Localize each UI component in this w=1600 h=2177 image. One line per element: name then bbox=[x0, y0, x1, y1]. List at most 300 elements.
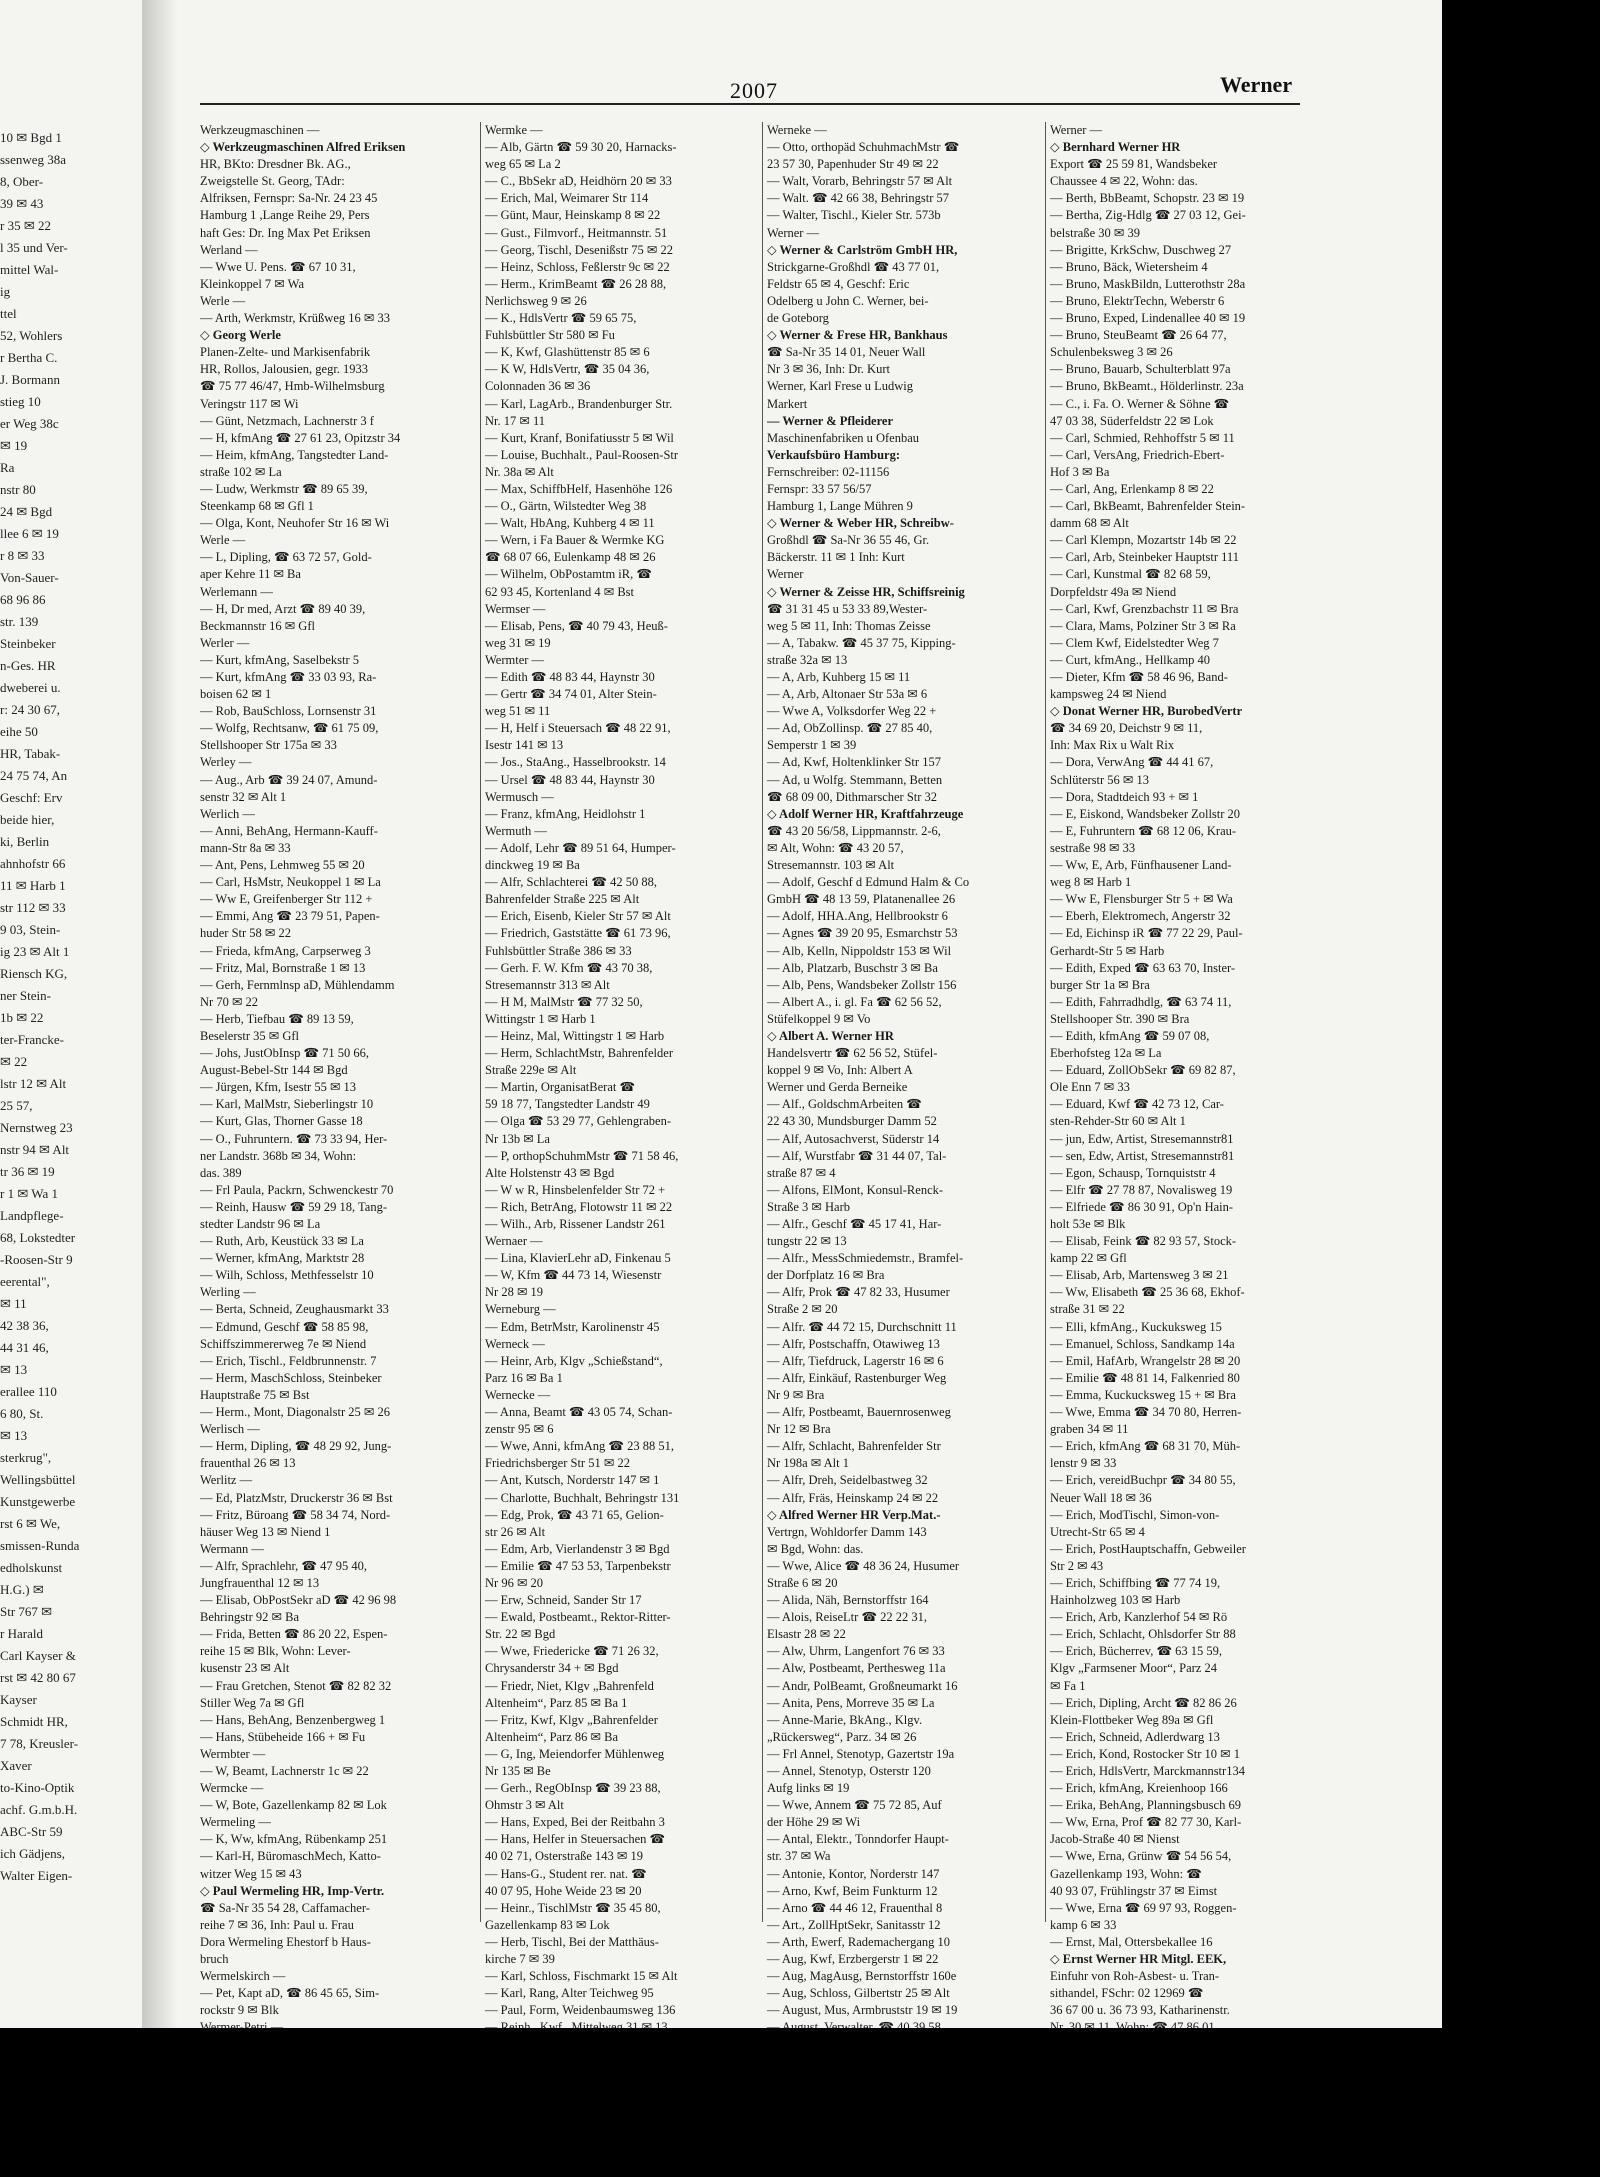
directory-entry-line: Fernspr: 33 57 56/57 bbox=[767, 481, 872, 496]
directory-entry-line: — P, orthopSchuhmMstr ☎ 71 58 46, bbox=[485, 1148, 679, 1163]
binding-gutter-shadow bbox=[142, 0, 178, 2028]
directory-entry-line: — Alfr, Postschaffn, Otawiweg 13 bbox=[767, 1336, 940, 1351]
directory-entry-line: tungstr 22 ✉ 13 bbox=[767, 1234, 847, 1249]
directory-entry-line: Stresemannstr. 103 ✉ Alt bbox=[767, 858, 895, 873]
directory-entry-line: — Erich, Bücherrev, ☎ 63 15 59, bbox=[1050, 1644, 1223, 1659]
directory-entry-line: — Frl Paula, Packrn, Schwenckestr 70 bbox=[200, 1182, 394, 1197]
directory-entry-line: — O., Gärtn, Wilstedter Weg 38 bbox=[485, 499, 647, 514]
directory-entry-line: — Heinz, Schloss, Feßlerstr 9c ✉ 22 bbox=[485, 259, 670, 274]
directory-entry-line: — Frau Gretchen, Stenot ☎ 82 82 32 bbox=[200, 1678, 392, 1693]
directory-entry-line: Werlemann — bbox=[200, 584, 273, 599]
directory-entry-line: Str. 22 ✉ Bgd bbox=[485, 1627, 556, 1642]
directory-entry-line: Utrecht-Str 65 ✉ 4 bbox=[1050, 1524, 1145, 1539]
facing-page-text-line: smissen-Runda bbox=[0, 1538, 80, 1553]
directory-entry-line: kirche 7 ✉ 39 bbox=[485, 1952, 555, 1967]
directory-entry-line: Schlüterstr 56 ✉ 13 bbox=[1050, 772, 1150, 787]
directory-entry-line: — Edith ☎ 48 83 44, Haynstr 30 bbox=[485, 670, 655, 684]
directory-entry-line: Altenheim“, Parz 85 ✉ Ba 1 bbox=[485, 1695, 628, 1710]
directory-entry-line: — Alfr, Tiefdruck, Lagerstr 16 ✉ 6 bbox=[767, 1353, 944, 1368]
directory-entry-line: — Wwe, Erna, Grünw ☎ 54 56 54, bbox=[1050, 1849, 1232, 1864]
facing-page-text-line: Carl Kayser & bbox=[0, 1648, 76, 1663]
facing-page-text-line: r 8 ✉ 33 bbox=[0, 548, 45, 563]
directory-entry-line: 36 67 00 u. 36 73 93, Katharinenstr. bbox=[1050, 2003, 1230, 2018]
directory-entry-line: — Ww, Erna, Prof ☎ 82 77 30, Karl- bbox=[1050, 1815, 1242, 1830]
directory-entry-line: ☎ 75 77 46/47, Hmb-Wilhelmsburg bbox=[200, 379, 385, 394]
facing-page-text-line: rst 6 ✉ We, bbox=[0, 1516, 61, 1531]
directory-entry-line: GmbH ☎ 48 13 59, Platanenallee 26 bbox=[767, 892, 956, 907]
directory-entry-line: — Carl, Arb, Steinbeker Hauptstr 111 bbox=[1050, 550, 1239, 565]
directory-entry-line: — Elisab, Feink ☎ 82 93 57, Stock- bbox=[1050, 1234, 1237, 1249]
directory-entry-line: graben 34 ✉ 11 bbox=[1050, 1422, 1129, 1437]
directory-entry-line: Vertrgn, Wohldorfer Damm 143 bbox=[767, 1524, 927, 1539]
directory-entry-line: Wermter — bbox=[485, 652, 545, 667]
directory-entry-line: — Elfr ☎ 27 78 87, Novalisweg 19 bbox=[1050, 1182, 1233, 1197]
directory-entry-line: — Aug., Arb ☎ 39 24 07, Amund- bbox=[200, 772, 378, 787]
directory-entry-line: Alfriksen, Fernspr: Sa-Nr. 24 23 45 bbox=[200, 191, 378, 206]
directory-entry-line: rockstr 9 ✉ Blk bbox=[200, 2003, 279, 2018]
directory-entry-line: — Bruno, ElektrTechn, Weberstr 6 bbox=[1050, 293, 1225, 308]
facing-page-text-line: lstr 12 ✉ Alt bbox=[0, 1076, 67, 1091]
directory-entry-line: kampsweg 24 ✉ Niend bbox=[1050, 687, 1167, 702]
directory-entry-line: — jun, Edw, Artist, Stresemannstr81 bbox=[1050, 1131, 1234, 1146]
directory-entry-line: — Ewald, Postbeamt., Rektor-Ritter- bbox=[485, 1610, 671, 1625]
directory-entry-line: weg 5 ✉ 11, Inh: Thomas Zeisse bbox=[767, 618, 931, 633]
facing-page-text-line: Steinbeker bbox=[0, 636, 56, 651]
directory-entry-line: ☎ 68 09 00, Dithmarscher Str 32 bbox=[767, 789, 938, 804]
facing-page-text-line: HR, Tabak- bbox=[0, 746, 61, 761]
directory-column-1 bbox=[200, 122, 472, 2018]
directory-entry-line: Werner, Karl Frese u Ludwig bbox=[767, 379, 914, 394]
directory-entry-line: das. 389 bbox=[200, 1165, 242, 1180]
directory-entry-line: — August, Mus, Armbruststr 19 ✉ 19 bbox=[767, 2003, 958, 2018]
directory-entry-line: ◇ Adolf Werner HR, Kraftfahrzeuge bbox=[767, 806, 964, 821]
directory-entry-line: — Carl, Schmied, Rehhoffstr 5 ✉ 11 bbox=[1050, 430, 1235, 445]
directory-entry-line: ✉ Alt, Wohn: ☎ 43 20 57, bbox=[767, 840, 904, 855]
directory-entry-line: reihe 7 ✉ 36, Inh: Paul u. Frau bbox=[200, 1917, 354, 1932]
facing-page-text-line: 10 ✉ Bgd 1 bbox=[0, 130, 62, 145]
directory-entry-line: — Art., ZollHptSekr, Sanitasstr 12 bbox=[767, 1917, 941, 1932]
directory-entry-line: — Erich, ModTischl, Simon-von- bbox=[1050, 1507, 1220, 1522]
directory-entry-line: — Walt. ☎ 42 66 38, Behringstr 57 bbox=[767, 191, 950, 206]
directory-entry-line: Nr 9 ✉ Bra bbox=[767, 1387, 825, 1402]
directory-entry-line: sestraße 98 ✉ 33 bbox=[1050, 840, 1136, 855]
directory-entry-line: ☎ 43 20 56/58, Lippmannstr. 2-6, bbox=[767, 823, 941, 838]
directory-entry-line: — Wwe, Friedericke ☎ 71 26 32, bbox=[485, 1644, 659, 1659]
facing-page-text-line: 9 03, Stein- bbox=[0, 922, 61, 937]
directory-entry-line: Feldstr 65 ✉ 4, Geschf: Eric bbox=[767, 276, 910, 291]
directory-entry-line: HR, Rollos, Jalousien, gegr. 1933 bbox=[200, 362, 369, 377]
directory-entry-line: Wermke — bbox=[485, 123, 543, 137]
facing-page-text-line: r 35 ✉ 22 bbox=[0, 218, 51, 233]
directory-entry-line: — Karl, LagArb., Brandenburger Str. bbox=[485, 396, 673, 411]
directory-entry-line: kusenstr 23 ✉ Alt bbox=[200, 1661, 290, 1676]
directory-entry-line: — Carl, BkBeamt, Bahrenfelder Stein- bbox=[1050, 499, 1246, 514]
directory-entry-line: Hamburg 1, Lange Mühren 9 bbox=[767, 499, 913, 514]
directory-entry-line: — Herm., Mont, Diagonalstr 25 ✉ 26 bbox=[200, 1405, 390, 1420]
directory-entry-line: ◇ Paul Wermeling HR, Imp-Vertr. bbox=[200, 1883, 385, 1898]
directory-entry-line: „Rückersweg“, Parz. 34 ✉ 26 bbox=[767, 1729, 917, 1744]
directory-entry-line: Hamburg 1 ,Lange Reihe 29, Pers bbox=[200, 208, 370, 223]
directory-entry-line: — Walter, Tischl., Kieler Str. 573b bbox=[767, 208, 941, 223]
facing-page-text-line: r Bertha C. bbox=[0, 350, 58, 365]
directory-entry-line: Wittingstr 1 ✉ Harb 1 bbox=[485, 1011, 596, 1026]
directory-entry-line: — Eduard, ZollObSekr ☎ 69 82 87, bbox=[1050, 1063, 1236, 1078]
directory-entry-line: — Eberh, Elektromech, Angerstr 32 bbox=[1050, 909, 1231, 924]
directory-entry-line: — Alf, Wurstfabr ☎ 31 44 07, Tal- bbox=[767, 1148, 947, 1163]
directory-entry-line: — K, Ww, kfmAng, Rübenkamp 251 bbox=[200, 1832, 388, 1847]
directory-entry-line: ☎ 31 31 45 u 53 33 89,Wester- bbox=[767, 601, 928, 616]
directory-entry-line: — Kurt, Glas, Thorner Gasse 18 bbox=[200, 1114, 363, 1129]
directory-entry-line: 59 18 77, Tangstedter Landstr 49 bbox=[485, 1097, 650, 1112]
directory-entry-line: — Jürgen, Kfm, Isestr 55 ✉ 13 bbox=[200, 1080, 357, 1095]
directory-entry-line: — Fritz, Mal, Bornstraße 1 ✉ 13 bbox=[200, 960, 366, 975]
directory-entry-line: ◇ Albert A. Werner HR bbox=[767, 1028, 894, 1043]
directory-entry-line: — Pet, Kapt aD, ☎ 86 45 65, Sim- bbox=[200, 1986, 380, 2001]
facing-page-text-line: ✉ 19 bbox=[0, 438, 28, 453]
directory-entry-line: sithandel, FSchr: 02 12969 ☎ bbox=[1050, 1986, 1204, 2001]
directory-entry-line: — Ww, Elisabeth ☎ 25 36 68, Ekhof- bbox=[1050, 1285, 1245, 1300]
directory-entry-line: Straße 6 ✉ 20 bbox=[767, 1575, 838, 1590]
directory-entry-line: — Ww E, Greifenberger Str 112 + bbox=[200, 892, 373, 907]
directory-entry-line: häuser Weg 13 ✉ Niend 1 bbox=[200, 1524, 331, 1539]
directory-entry-line: — Heinz, Mal, Wittingstr 1 ✉ Harb bbox=[485, 1028, 665, 1043]
facing-page-text-line: to-Kino-Optik bbox=[0, 1780, 75, 1795]
directory-entry-line: — Carl Klempn, Mozartstr 14b ✉ 22 bbox=[1050, 533, 1237, 548]
directory-entry-line: — Emma, Kuckucksweg 15 + ✉ Bra bbox=[1050, 1387, 1236, 1402]
facing-page-text-line: Von-Sauer- bbox=[0, 570, 59, 585]
directory-entry-line: 23 57 30, Papenhuder Str 49 ✉ 22 bbox=[767, 157, 939, 172]
directory-entry-line: — Hans, Exped, Bei der Reitbahn 3 bbox=[485, 1815, 665, 1830]
directory-entry-line: — Bertha, Zig-Hdlg ☎ 27 03 12, Gei- bbox=[1050, 208, 1246, 223]
directory-entry-line: Fuhlsbüttler Straße 386 ✉ 33 bbox=[485, 943, 632, 958]
directory-entry-line: Handelsvertr ☎ 62 56 52, Stüfel- bbox=[767, 1046, 938, 1061]
facing-page-text-line: 39 ✉ 43 bbox=[0, 196, 44, 211]
directory-entry-line: — Alfr, Einkäuf, Rastenburger Weg bbox=[767, 1370, 947, 1385]
directory-entry-line: — Gerh, Fernmlnsp aD, Mühlendamm bbox=[200, 977, 395, 992]
directory-entry-line: — Berta, Schneid, Zeughausmarkt 33 bbox=[200, 1302, 389, 1317]
directory-entry-line: — Heim, kfmAng, Tangstedter Land- bbox=[200, 447, 389, 462]
directory-entry-line: Chaussee 4 ✉ 22, Wohn: das. bbox=[1050, 174, 1198, 189]
directory-entry-line: — Erich, Schneid, Adlerdwarg 13 bbox=[1050, 1729, 1220, 1744]
directory-entry-line: aper Kehre 11 ✉ Ba bbox=[200, 567, 301, 582]
directory-entry-line: Hauptstraße 75 ✉ Bst bbox=[200, 1387, 310, 1402]
directory-entry-line: — Anne-Marie, BkAng., Klgv. bbox=[767, 1712, 923, 1727]
directory-entry-line: Wermeling — bbox=[200, 1815, 271, 1830]
page-number: 2007 bbox=[730, 78, 778, 103]
facing-page-text-line: Landpflege- bbox=[0, 1208, 64, 1223]
directory-entry-line: — Curt, kfmAng., Hellkamp 40 bbox=[1050, 652, 1211, 667]
facing-page-text-line: 24 ✉ Bgd bbox=[0, 504, 53, 519]
directory-entry-line: — Hans, Helfer in Steuersachen ☎ bbox=[485, 1832, 666, 1847]
directory-entry-line: — Alfons, ElMont, Konsul-Renck- bbox=[767, 1182, 944, 1197]
directory-entry-line: — Ernst, Mal, Ottersbekallee 16 bbox=[1050, 1934, 1213, 1949]
directory-entry-line: — Alf., GoldschmArbeiten ☎ bbox=[767, 1097, 922, 1112]
directory-entry-line: — W, Bote, Gazellenkamp 82 ✉ Lok bbox=[200, 1798, 387, 1813]
facing-page-text-line: 44 31 46, bbox=[0, 1340, 49, 1355]
facing-page-text-line: Kunstgewerbe bbox=[0, 1494, 76, 1509]
directory-entry-line: str. 37 ✉ Wa bbox=[767, 1849, 831, 1864]
directory-entry-line: 40 07 95, Hohe Weide 23 ✉ 20 bbox=[485, 1883, 642, 1898]
directory-entry-line: Zweigstelle St. Georg, TAdr: bbox=[200, 174, 345, 189]
directory-entry-line: — Alfr, Dreh, Seidelbastweg 32 bbox=[767, 1473, 928, 1488]
directory-entry-line: — Alfr, Sprachlehr, ☎ 47 95 40, bbox=[200, 1558, 367, 1573]
directory-entry-line: — Charlotte, Buchhalt, Behringstr 131 bbox=[485, 1490, 680, 1505]
running-head: Werner bbox=[1220, 72, 1293, 97]
directory-entry-line: dinckweg 19 ✉ Ba bbox=[485, 858, 580, 873]
directory-entry-line: Nr 13b ✉ La bbox=[485, 1131, 550, 1146]
directory-entry-line: — Ant, Kutsch, Norderstr 147 ✉ 1 bbox=[485, 1473, 660, 1488]
directory-entry-line: — Carl, VersAng, Friedrich-Ebert- bbox=[1050, 447, 1225, 462]
directory-entry-line: Bäckerstr. 11 ✉ 1 Inh: Kurt bbox=[767, 550, 905, 565]
directory-entry-line: — Olga ☎ 53 29 77, Gehlengraben- bbox=[485, 1114, 672, 1129]
directory-entry-line: Inh: Max Rix u Walt Rix bbox=[1050, 738, 1175, 753]
directory-entry-line: — Elli, kfmAng., Kuckuksweg 15 bbox=[1050, 1319, 1222, 1334]
directory-entry-line: Nr 12 ✉ Bra bbox=[767, 1422, 831, 1437]
directory-entry-line: — Fritz, Büroang ☎ 58 34 74, Nord- bbox=[200, 1507, 391, 1522]
facing-page-text-line: 11 ✉ Harb 1 bbox=[0, 878, 66, 893]
facing-page-text-line: str 112 ✉ 33 bbox=[0, 900, 66, 915]
facing-page-text-line: ner Stein- bbox=[0, 988, 51, 1003]
facing-page-text-line: rst ✉ 42 80 67 bbox=[0, 1670, 76, 1685]
directory-entry-line: — Alois, ReiseLtr ☎ 22 22 31, bbox=[767, 1610, 928, 1625]
directory-entry-line: Maschinenfabriken u Ofenbau bbox=[767, 430, 920, 445]
directory-entry-line: — Bruno, Bäck, Wietersheim 4 bbox=[1050, 259, 1208, 274]
column-divider bbox=[762, 122, 763, 1922]
directory-entry-line: — Gerh. F. W. Kfm ☎ 43 70 38, bbox=[485, 960, 653, 975]
directory-entry-line: Klgv „Farmsener Moor“, Parz 24 bbox=[1050, 1661, 1217, 1676]
facing-page-text-line: 25 57, bbox=[0, 1098, 33, 1113]
facing-page-text-line: l 35 und Ver- bbox=[0, 240, 68, 255]
directory-entry-line: Werle — bbox=[200, 293, 246, 308]
directory-entry-line: — Albert A., i. gl. Fa ☎ 62 56 52, bbox=[767, 994, 942, 1009]
directory-entry-line: — Wilhelm, ObPostamtm iR, ☎ bbox=[485, 567, 652, 582]
directory-entry-line: — Alfr. ☎ 44 72 15, Durchschnitt 11 bbox=[767, 1319, 957, 1334]
scan-background bbox=[0, 2028, 1600, 2177]
facing-page-text-line: str. 139 bbox=[0, 614, 39, 629]
directory-entry-line: — Ursel ☎ 48 83 44, Haynstr 30 bbox=[485, 772, 655, 787]
directory-entry-line: ☎ 34 69 20, Deichstr 9 ✉ 11, bbox=[1050, 721, 1203, 736]
directory-entry-line: huder Str 58 ✉ 22 bbox=[200, 926, 292, 941]
directory-entry-line: — A, Arb, Altonaer Str 53a ✉ 6 bbox=[767, 687, 928, 702]
directory-entry-line: — Erich, kfmAng ☎ 68 31 70, Müh- bbox=[1050, 1439, 1241, 1454]
directory-entry-line: — Karl, Rang, Alter Teichweg 95 bbox=[485, 1986, 654, 2001]
directory-entry-line: burger Str 1a ✉ Bra bbox=[1050, 977, 1150, 992]
directory-entry-line: — Bruno, Bauarb, Schulterblatt 97a bbox=[1050, 362, 1231, 377]
directory-entry-line: Wermusch — bbox=[485, 789, 554, 804]
directory-entry-line: Einfuhr von Roh-Asbest- u. Tran- bbox=[1050, 1969, 1220, 1984]
directory-entry-line: Strickgarne-Großhdl ☎ 43 77 01, bbox=[767, 259, 940, 274]
directory-entry-line: Eberhofsteg 12a ✉ La bbox=[1050, 1046, 1162, 1061]
directory-entry-line: — Carl, Kwf, Grenzbachstr 11 ✉ Bra bbox=[1050, 601, 1239, 616]
directory-entry-line: Odelberg u John C. Werner, bei- bbox=[767, 293, 929, 308]
directory-entry-line: — Reinh, Hausw ☎ 59 29 18, Tang- bbox=[200, 1199, 388, 1214]
facing-page-text-line: Xaver bbox=[0, 1758, 32, 1773]
directory-entry-line: — Werner, kfmAng, Marktstr 28 bbox=[200, 1251, 365, 1266]
directory-entry-line: — H, Helf i Steuersach ☎ 48 22 91, bbox=[485, 721, 671, 736]
directory-entry-line: — Frieda, kfmAng, Carpserweg 3 bbox=[200, 943, 371, 958]
facing-page-text-line: ich Gädjens, bbox=[0, 1846, 65, 1861]
directory-entry-line: Werling — bbox=[200, 1285, 256, 1300]
directory-entry-line: Nr. 17 ✉ 11 bbox=[485, 413, 546, 428]
directory-entry-line: Jungfrauenthal 12 ✉ 13 bbox=[200, 1575, 320, 1590]
directory-entry-line: Werner und Gerda Berneike bbox=[767, 1080, 908, 1095]
directory-entry-line: Nr 28 ✉ 19 bbox=[485, 1285, 544, 1300]
directory-entry-line: Neuer Wall 18 ✉ 36 bbox=[1050, 1490, 1152, 1505]
facing-page-text-line: dweberei u. bbox=[0, 680, 61, 695]
directory-entry-line: — Alfr, Postbeamt, Bauernrosenweg bbox=[767, 1405, 951, 1420]
directory-entry-line: Schulenbeksweg 3 ✉ 26 bbox=[1050, 345, 1173, 360]
directory-entry-line: ☎ 68 07 66, Eulenkamp 48 ✉ 26 bbox=[485, 550, 656, 565]
directory-entry-line: 47 03 38, Süderfeldstr 22 ✉ Lok bbox=[1050, 413, 1214, 428]
directory-entry-line: Beselerstr 35 ✉ Gfl bbox=[200, 1028, 299, 1043]
directory-entry-line: — Günt, Maur, Heinskamp 8 ✉ 22 bbox=[485, 208, 661, 223]
directory-entry-line: ◇ Alfred Werner HR Verp.Mat.- bbox=[767, 1507, 941, 1522]
directory-entry-line: — Emmi, Ang ☎ 23 79 51, Papen- bbox=[200, 909, 380, 924]
directory-entry-line: — E, Eiskond, Wandsbeker Zollstr 20 bbox=[1050, 806, 1241, 821]
directory-entry-line: — Edmund, Geschf ☎ 58 85 98, bbox=[200, 1319, 369, 1334]
facing-page-text-line: ssenweg 38a bbox=[0, 152, 67, 167]
directory-entry-line: — Edm, Arb, Vierlandenstr 3 ✉ Bgd bbox=[485, 1541, 670, 1556]
directory-entry-line: straße 32a ✉ 13 bbox=[767, 652, 848, 667]
directory-entry-line: — Edith, Fahrradhdlg, ☎ 63 74 11, bbox=[1050, 994, 1232, 1009]
directory-entry-line: Wermann — bbox=[200, 1541, 264, 1556]
directory-entry-line: — Ww E, Flensburger Str 5 + ✉ Wa bbox=[1050, 892, 1233, 907]
directory-entry-line: — Wern, i Fa Bauer & Wermke KG bbox=[485, 533, 665, 548]
directory-entry-line: damm 68 ✉ Alt bbox=[1050, 516, 1129, 531]
directory-entry-line: — Ed, Eichinsp iR ☎ 77 22 29, Paul- bbox=[1050, 926, 1243, 941]
directory-entry-line: — Ww, E, Arb, Fünfhausener Land- bbox=[1050, 858, 1232, 873]
directory-entry-line: — L, Dipling, ☎ 63 72 57, Gold- bbox=[200, 550, 372, 565]
directory-entry-line: ◇ Donat Werner HR, BurobedVertr bbox=[1050, 704, 1243, 719]
facing-page-text-line: ✉ 13 bbox=[0, 1362, 28, 1377]
directory-entry-line: Werlich — bbox=[200, 806, 255, 821]
facing-page-text-line: 24 75 74, An bbox=[0, 768, 68, 783]
directory-entry-line: — Alfr., Geschf ☎ 45 17 41, Har- bbox=[767, 1217, 942, 1231]
directory-entry-line: Nerlichsweg 9 ✉ 26 bbox=[485, 293, 587, 308]
facing-page-text-line: stieg 10 bbox=[0, 394, 41, 409]
directory-entry-line: — Ruth, Arb, Keustück 33 ✉ La bbox=[200, 1234, 364, 1249]
directory-entry-line: — Erw, Schneid, Sander Str 17 bbox=[485, 1593, 642, 1608]
directory-entry-line: Semperstr 1 ✉ 39 bbox=[767, 738, 857, 753]
directory-entry-line: — Bruno, Exped, Lindenallee 40 ✉ 19 bbox=[1050, 311, 1246, 326]
directory-entry-line: — Brigitte, KrkSchw, Duschweg 27 bbox=[1050, 242, 1232, 257]
directory-entry-line: — H, kfmAng ☎ 27 61 23, Opitzstr 34 bbox=[200, 430, 401, 445]
directory-column-2 bbox=[485, 122, 757, 2018]
directory-entry-line: Werlisch — bbox=[200, 1422, 260, 1437]
directory-entry-line: Parz 16 ✉ Ba 1 bbox=[485, 1370, 563, 1385]
directory-entry-line: — K., HdlsVertr ☎ 59 65 75, bbox=[485, 311, 637, 326]
directory-entry-line: ◇ Georg Werle bbox=[200, 328, 281, 343]
directory-entry-line: zenstr 95 ✉ 6 bbox=[485, 1422, 554, 1437]
directory-entry-line: — Aug, MagAusg, Bernstorffstr 160e bbox=[767, 1969, 957, 1984]
directory-entry-line: — Dora, Stadtdeich 93 + ✉ 1 bbox=[1050, 789, 1199, 804]
facing-page-text-line: ig bbox=[0, 284, 11, 299]
directory-entry-line: Wermbter — bbox=[200, 1746, 266, 1761]
directory-entry-line: Stresemannstr 313 ✉ Alt bbox=[485, 977, 610, 992]
directory-entry-line: — Friedrich, Gaststätte ☎ 61 73 96, bbox=[485, 926, 671, 941]
directory-entry-line: — Clara, Mams, Polziner Str 3 ✉ Ra bbox=[1050, 618, 1236, 633]
directory-entry-line: — Erich, Mal, Weimarer Str 114 bbox=[485, 191, 649, 206]
directory-entry-line: Planen-Zelte- und Markisenfabrik bbox=[200, 345, 371, 360]
directory-entry-line: Nr 3 ✉ 36, Inh: Dr. Kurt bbox=[767, 362, 890, 377]
directory-entry-line: — G, Ing, Meiendorfer Mühlenweg bbox=[485, 1746, 665, 1761]
directory-entry-line: — Gust., Filmvorf., Heitmannstr. 51 bbox=[485, 225, 668, 240]
directory-entry-line: — Frl Annel, Stenotyp, Gazertstr 19a bbox=[767, 1746, 955, 1761]
directory-entry-line: ☎ Sa-Nr 35 14 01, Neuer Wall bbox=[767, 345, 926, 360]
directory-entry-line: — Hans, BehAng, Benzenbergweg 1 bbox=[200, 1712, 386, 1727]
facing-page-text-line: r: 24 30 67, bbox=[0, 702, 60, 717]
directory-entry-line: — K, Kwf, Glashüttenstr 85 ✉ 6 bbox=[485, 345, 650, 360]
directory-entry-line: — Erich, kfmAng, Kreienhoop 166 bbox=[1050, 1781, 1228, 1796]
directory-entry-line: 40 93 07, Frühlingstr 37 ✉ Eimst bbox=[1050, 1883, 1218, 1898]
directory-entry-line: Behringstr 92 ✉ Ba bbox=[200, 1610, 300, 1625]
directory-entry-line: Bahrenfelder Straße 225 ✉ Alt bbox=[485, 892, 640, 907]
facing-page-text-line: edholskunst bbox=[0, 1560, 63, 1575]
directory-entry-line: ◇ Bernhard Werner HR bbox=[1050, 140, 1181, 155]
facing-page-text-line: Str 767 ✉ bbox=[0, 1604, 53, 1619]
directory-entry-line: — Ed, PlatzMstr, Druckerstr 36 ✉ Bst bbox=[200, 1490, 393, 1505]
directory-entry-line: — Kurt, kfmAng, Saselbekstr 5 bbox=[200, 652, 360, 667]
directory-entry-line: weg 65 ✉ La 2 bbox=[485, 157, 561, 172]
directory-entry-line: — K W, HdlsVertr, ☎ 35 04 36, bbox=[485, 362, 650, 377]
directory-entry-line: Wermcke — bbox=[200, 1781, 264, 1796]
facing-page-text-line: Wellingsbüttel bbox=[0, 1472, 76, 1487]
directory-entry-line: — Ad, ObZollinsp. ☎ 27 85 40, bbox=[767, 721, 933, 736]
directory-entry-line: — H M, MalMstr ☎ 77 32 50, bbox=[485, 994, 643, 1009]
directory-entry-line: — E, Fuhruntern ☎ 68 12 06, Krau- bbox=[1050, 823, 1237, 838]
facing-page-text-line: Walter Eigen- bbox=[0, 1868, 73, 1883]
directory-entry-line: — Heinr., TischlMstr ☎ 35 45 80, bbox=[485, 1900, 661, 1915]
directory-entry-line: Altenheim“, Parz 86 ✉ Ba bbox=[485, 1729, 619, 1744]
directory-entry-line: — Wolfg, Rechtsanw, ☎ 61 75 09, bbox=[200, 721, 379, 736]
directory-entry-line: boisen 62 ✉ 1 bbox=[200, 687, 272, 702]
column-divider bbox=[1045, 122, 1046, 1922]
directory-entry-line: — Erich, Eisenb, Kieler Str 57 ✉ Alt bbox=[485, 909, 671, 924]
directory-entry-line: — Herm, Dipling, ☎ 48 29 92, Jung- bbox=[200, 1439, 392, 1454]
facing-page-text-line: ki, Berlin bbox=[0, 834, 50, 849]
directory-entry-line: — Alfr, Fräs, Heinskamp 24 ✉ 22 bbox=[767, 1490, 939, 1505]
directory-entry-line: — Erich, Arb, Kanzlerhof 54 ✉ Rö bbox=[1050, 1610, 1228, 1625]
facing-page-text-line: beide hier, bbox=[0, 812, 55, 827]
facing-page-text-line: erallee 110 bbox=[0, 1384, 57, 1399]
directory-entry-line: Werley — bbox=[200, 755, 252, 770]
facing-page-text-line: 42 38 36, bbox=[0, 1318, 49, 1333]
facing-page-text-line: er Weg 38c bbox=[0, 416, 59, 431]
directory-entry-line: — Arno, Kwf, Beim Funkturm 12 bbox=[767, 1883, 938, 1898]
directory-entry-line: der Höhe 29 ✉ Wi bbox=[767, 1815, 861, 1830]
directory-entry-line: — Wwe, Emma ☎ 34 70 80, Herren- bbox=[1050, 1405, 1242, 1420]
directory-entry-line: — Adolf, Geschf d Edmund Halm & Co bbox=[767, 875, 970, 890]
directory-entry-line: Export ☎ 25 59 81, Wandsbeker bbox=[1050, 157, 1218, 172]
facing-page-text-line: Riensch KG, bbox=[0, 966, 68, 981]
directory-entry-line: ✉ Fa 1 bbox=[1050, 1678, 1086, 1693]
directory-entry-line: Gerhardt-Str 5 ✉ Harb bbox=[1050, 943, 1165, 958]
facing-page-text-line: -Roosen-Str 9 bbox=[0, 1252, 73, 1267]
directory-entry-line: — Bruno, SteuBeamt ☎ 26 64 77, bbox=[1050, 328, 1227, 343]
directory-entry-line: reihe 15 ✉ Blk, Wohn: Lever- bbox=[200, 1644, 351, 1659]
directory-entry-line: — sen, Edw, Artist, Stresemannstr81 bbox=[1050, 1148, 1235, 1163]
directory-entry-line: — Wwe, Anni, kfmAng ☎ 23 88 51, bbox=[485, 1439, 674, 1454]
directory-entry-line: — Herm, MaschSchloss, Steinbeker bbox=[200, 1370, 382, 1385]
facing-page-text-line: ttel bbox=[0, 306, 17, 321]
directory-entry-line: Steenkamp 68 ✉ Gfl 1 bbox=[200, 499, 314, 514]
directory-entry-line: — Herm., KrimBeamt ☎ 26 28 88, bbox=[485, 276, 667, 291]
directory-entry-line: — W, Kfm ☎ 44 73 14, Wiesenstr bbox=[485, 1268, 662, 1283]
directory-entry-line: — Alb, Gärtn ☎ 59 30 20, Harnacks- bbox=[485, 140, 677, 155]
directory-entry-line: Straße 229e ✉ Alt bbox=[485, 1063, 577, 1078]
directory-entry-line: — Alfr, Prok ☎ 47 82 33, Husumer bbox=[767, 1285, 950, 1300]
directory-entry-line: Wernaer — bbox=[485, 1234, 543, 1249]
